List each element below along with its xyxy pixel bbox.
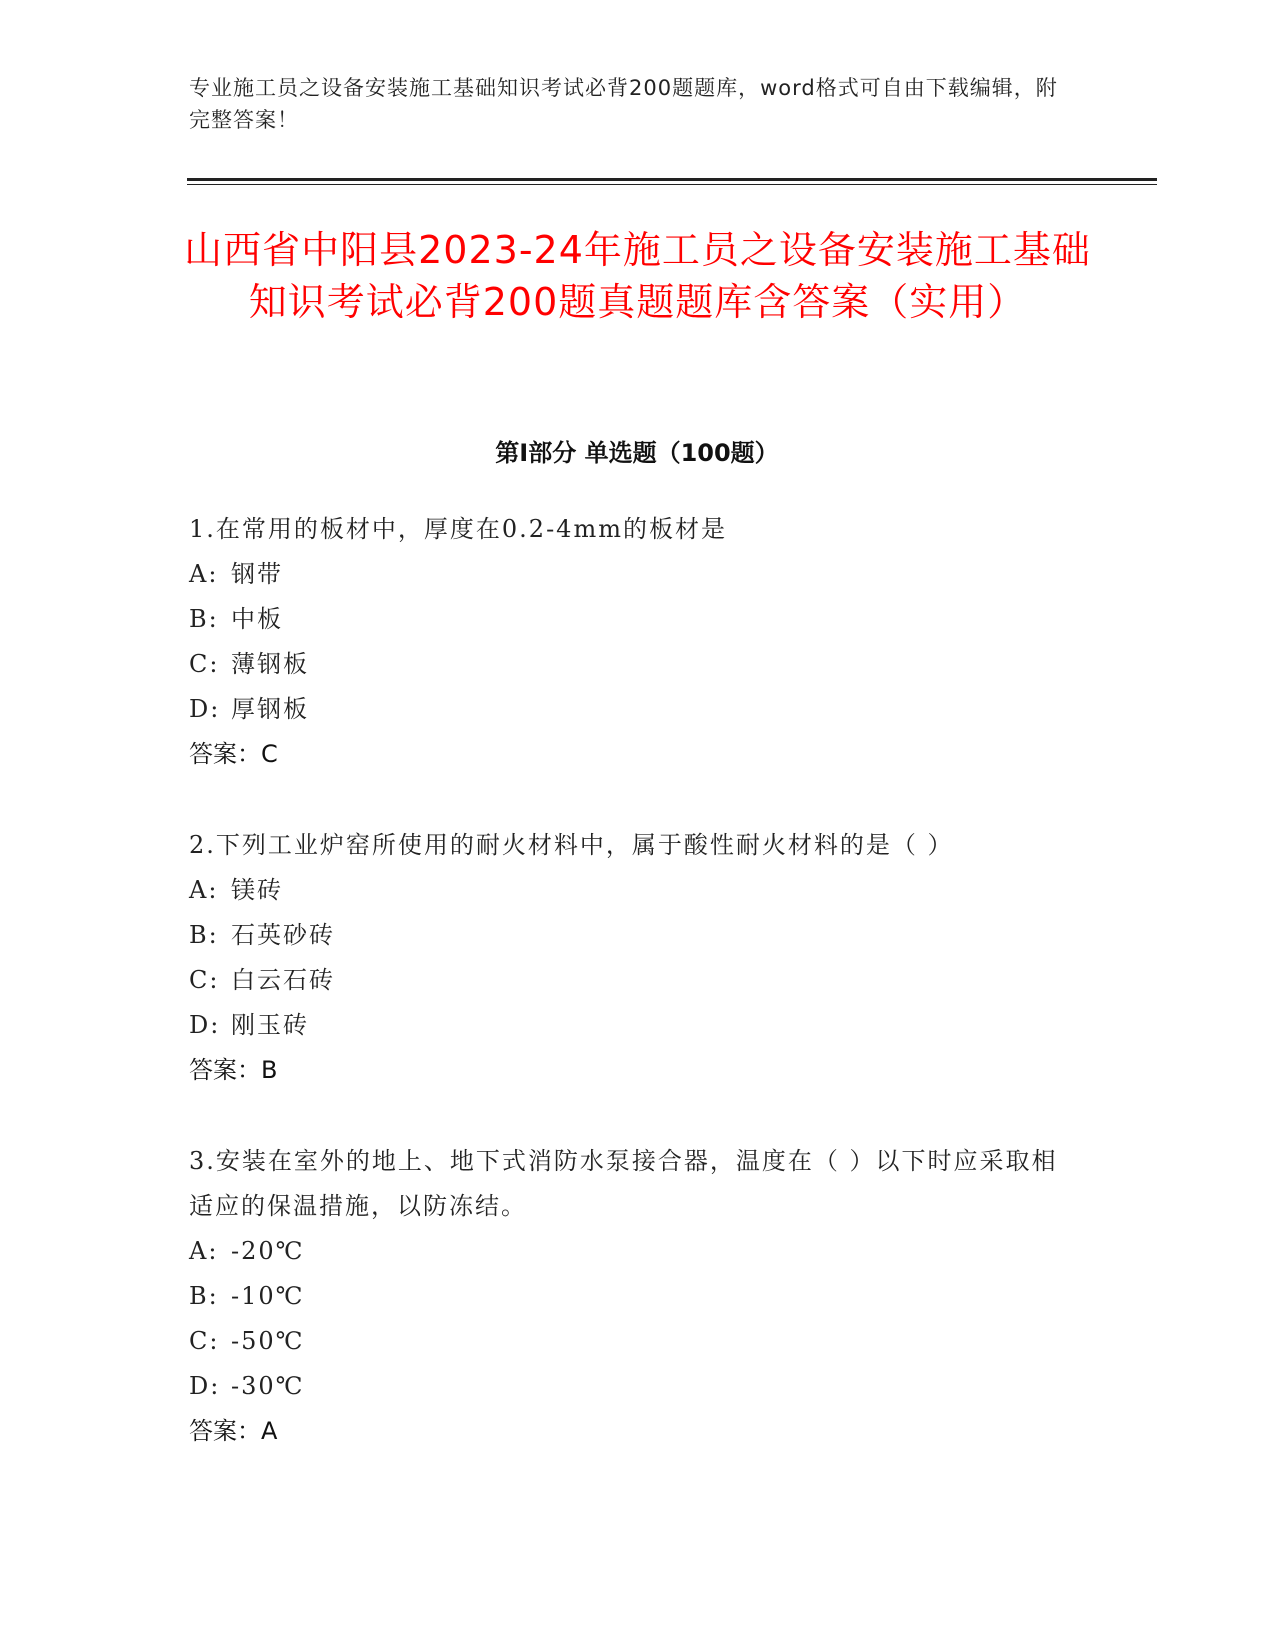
option-text: 白云石砖 [231,966,335,994]
question-stem: 2.下列工业炉窑所使用的耐火材料中，属于酸性耐火材料的是（ ） [189,831,954,859]
header-note: 专业施工员之设备安装施工基础知识考试必背200题题库，word格式可自由下载编辑，附完整答案！ [189,76,1058,132]
option-b [189,1274,1069,1319]
option-b [189,913,1089,958]
option-key: C: [189,966,220,994]
question-1 [189,507,1089,777]
option-key: D: [189,1372,221,1400]
option-text: 镁砖 [231,876,283,904]
option-text: 刚玉砖 [231,1011,309,1039]
option-key: B: [189,1282,219,1310]
option-c [189,958,1089,1003]
question-stem: 1.在常用的板材中，厚度在0.2-4mm的板材是 [189,515,727,543]
option-text: 石英砂砖 [231,921,335,949]
option-key: D: [189,695,221,723]
document-title: 山西省中阳县2023-24年施工员之设备安装施工基础知识考试必背200题真题题库含答案（实用） [184,228,1091,324]
option-key: A: [189,876,219,904]
option-key: C: [189,1327,220,1355]
answer: 答案：C [189,740,278,768]
option-b [189,597,1089,642]
question-stem: 3.安装在室外的地上、地下式消防水泵接合器，温度在（ ）以下时应采取相适应的保温措施，以防冻结。 [189,1147,1058,1220]
option-c [189,1319,1069,1364]
answer: 答案：B [189,1056,278,1084]
question-3 [189,1139,1069,1454]
option-c [189,642,1089,687]
option-text: 钢带 [231,560,283,588]
option-key: B: [189,605,219,633]
option-key: D: [189,1011,221,1039]
option-key: C: [189,650,220,678]
option-text: -10℃ [231,1282,305,1310]
option-a [189,552,1089,597]
option-a [189,1229,1069,1274]
option-d [189,687,1089,732]
option-key: B: [189,921,219,949]
header-rule-thin [187,184,1157,185]
option-key: A: [189,560,219,588]
option-d [189,1003,1089,1048]
question-2 [189,823,1089,1093]
answer: 答案：A [189,1417,278,1445]
section-title: 第I部分 单选题（100题） [495,439,779,467]
option-text: -30℃ [231,1372,305,1400]
option-key: A: [189,1237,219,1265]
option-text: -20℃ [231,1237,305,1265]
option-a [189,868,1089,913]
option-d [189,1364,1069,1409]
option-text: 中板 [231,605,283,633]
option-text: 厚钢板 [231,695,309,723]
option-text: 薄钢板 [231,650,309,678]
header-rule-thick [187,178,1157,181]
option-text: -50℃ [231,1327,305,1355]
